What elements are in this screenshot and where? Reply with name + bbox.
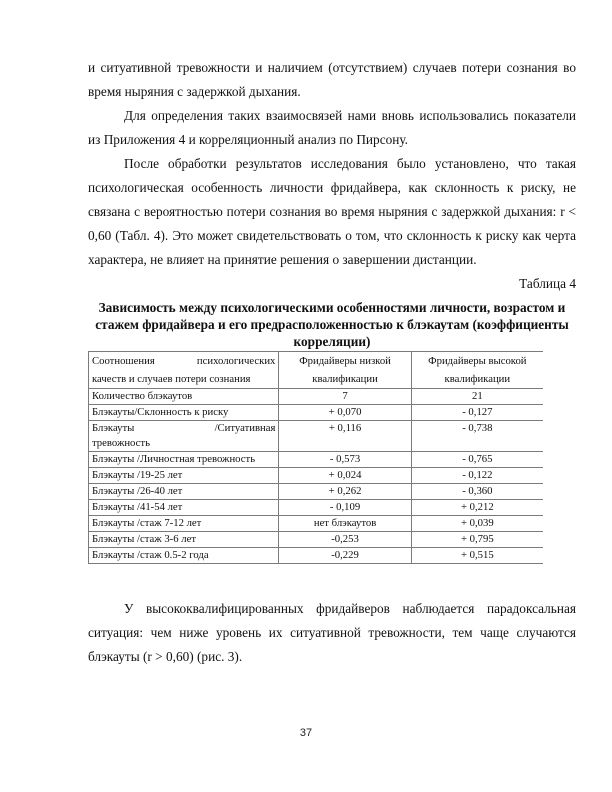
cell-low: + 0,262	[279, 484, 411, 500]
row-label: Блэкауты /41-54 лет	[89, 500, 279, 516]
row-label: Блэкауты /стаж 3-6 лет	[89, 532, 279, 548]
table-row	[89, 452, 544, 468]
table-label: Таблица 4	[519, 276, 576, 291]
paragraph-results: После обработки результатов исследования было установлено, что такая психологическая особенность личности фридайвера, как склонность к риску, не связана с вероятностью потери сознания во время ныряния с задержкой дыхания: r < 0,60 (Табл. 4). Это может свидетельствовать о том, что склонность к риску как черта характера, не влияет на принятие решения о завершении дистанции.	[88, 156, 576, 267]
row-label	[89, 421, 279, 452]
table-row	[89, 389, 544, 405]
header-cell-relation	[89, 352, 279, 389]
cell-low: + 0,116	[279, 421, 411, 452]
cell-low: нет блэкаутов	[279, 516, 411, 532]
document-page	[88, 56, 576, 669]
header-text-part1: Соотношения	[92, 355, 155, 367]
cell-high: + 0,515	[411, 548, 543, 564]
paragraph-conclusion: У высококвалифицированных фридайверов наблюдается парадоксальная ситуация: чем ниже уровень их ситуативной тревожности, тем чаще случаются блэкауты (r > 0,60) (рис. 3).	[88, 601, 576, 664]
row-label-part2: /Ситуативная	[214, 422, 276, 434]
cell-high: - 0,738	[411, 421, 543, 452]
row-label-line2: тревожность	[92, 437, 150, 449]
cell-high: + 0,795	[411, 532, 543, 548]
row-label: Количество блэкаутов	[89, 389, 279, 405]
cell-low: + 0,024	[279, 468, 411, 484]
header-text-part2: психологических	[196, 355, 276, 367]
table-row	[89, 468, 544, 484]
row-label: Блэкауты/Склонность к риску	[89, 405, 279, 421]
table-title: Зависимость между психологическими особенностями личности, возрастом и стажем фридайвера и его предрасположенностью к блэкаутам (коэффициенты корреляции)	[95, 300, 569, 349]
table-row	[89, 405, 544, 421]
cell-high: 21	[411, 389, 543, 405]
page-number: 37	[299, 727, 313, 739]
table-row	[89, 548, 544, 564]
cell-high: + 0,039	[411, 516, 543, 532]
row-label: Блэкауты /26-40 лет	[89, 484, 279, 500]
table-row	[89, 500, 544, 516]
cell-high: - 0,122	[411, 468, 543, 484]
cell-low: -0,229	[279, 548, 411, 564]
row-label: Блэкауты /Личностная тревожность	[89, 452, 279, 468]
cell-low: -0,253	[279, 532, 411, 548]
header-cell-low-qualification: Фридайверы низкой квалификации	[279, 352, 411, 389]
cell-high: - 0,127	[411, 405, 543, 421]
cell-high: - 0,765	[411, 452, 543, 468]
cell-low: 7	[279, 389, 411, 405]
cell-high: + 0,212	[411, 500, 543, 516]
cell-low: - 0,109	[279, 500, 411, 516]
row-label: Блэкауты /стаж 7-12 лет	[89, 516, 279, 532]
table-row	[89, 532, 544, 548]
row-label: Блэкауты /19-25 лет	[89, 468, 279, 484]
table-row	[89, 484, 544, 500]
cell-low: - 0,573	[279, 452, 411, 468]
cell-low: + 0,070	[279, 405, 411, 421]
table-header-row	[89, 352, 544, 389]
correlation-table	[88, 351, 543, 564]
paragraph-intro-continuation: и ситуативной тревожности и наличием (отсутствием) случаев потери сознания во время ныряния с задержкой дыхания.	[88, 60, 576, 99]
row-label: Блэкауты /стаж 0.5-2 года	[89, 548, 279, 564]
table-row	[89, 516, 544, 532]
table-row	[89, 421, 544, 452]
cell-high: - 0,360	[411, 484, 543, 500]
row-label-part1: Блэкауты	[92, 422, 135, 434]
header-cell-high-qualification: Фридайверы высокой квалификации	[411, 352, 543, 389]
paragraph-method: Для определения таких взаимосвязей нами вновь использовались показатели из Приложения 4 и корреляционный анализ по Пирсону.	[88, 108, 576, 147]
header-text-line2: качеств и случаев потери сознания	[92, 373, 251, 385]
